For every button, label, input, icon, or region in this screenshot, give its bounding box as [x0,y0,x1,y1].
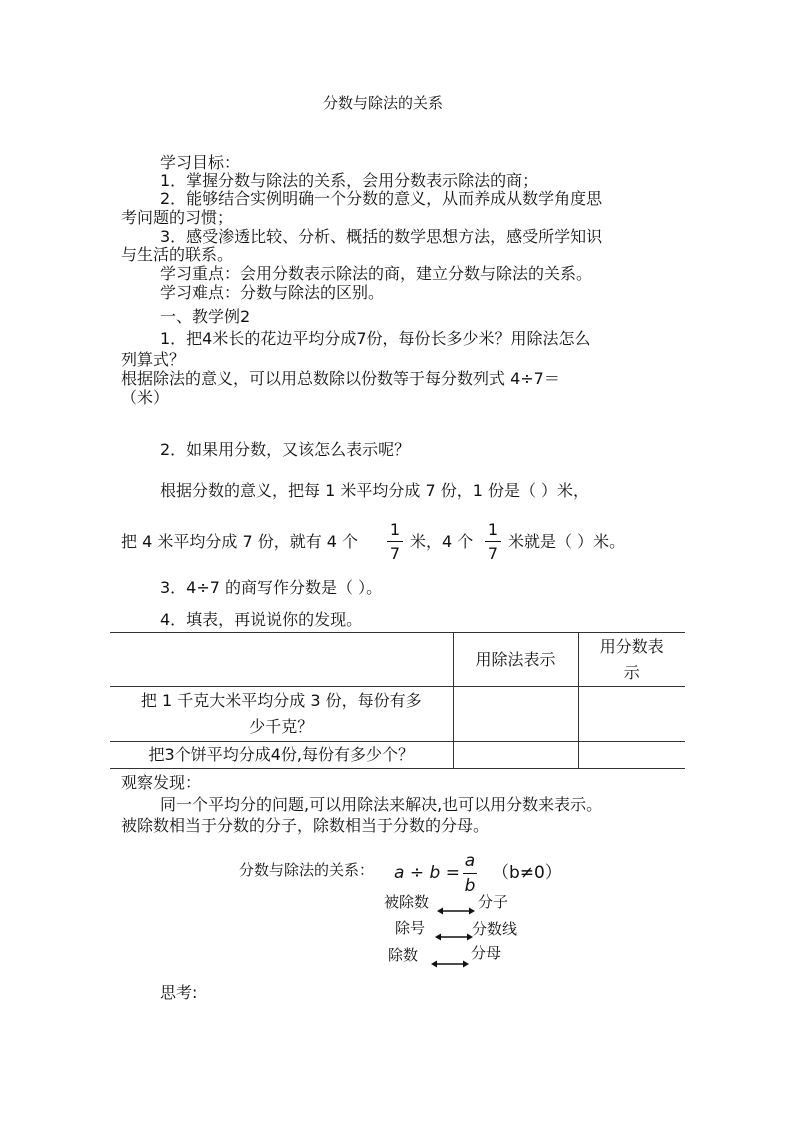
fraction-one-seventh [387,522,403,562]
relation-fraction-denominator: b [464,876,476,896]
observe-line-2: 被除数相当于分数的分子，除数相当于分数的分母。 [121,816,490,835]
table-header-fraction-line-1: 用分数表 [599,636,664,656]
table-row-1-question [110,687,453,742]
table-header-fraction-line-2: 示 [623,662,640,682]
table-row-1-division-cell[interactable] [453,687,578,742]
question-3: 3．4÷7 的商写作分数是（ ）。 [160,578,383,597]
table-row-1-line-2: 少千克？ [249,717,314,736]
question-4: 4．填表，再说说你的发现。 [160,610,363,629]
page-title: 分数与除法的关系 [323,94,444,112]
question-1-line-1: 1．把4米长的花边平均分成7份，每份长多少米？用除法怎么 [160,329,591,348]
formula-div-sign: ÷ [409,863,425,883]
formula-equals: = [445,863,460,883]
relation-fraction-numerator: a [464,851,476,871]
fraction-bar [485,541,501,542]
goal-item-1: 1．掌握分数与除法的关系，会用分数表示除法的商； [160,171,539,190]
question-2: 2．如果用分数，又该怎么表示呢？ [160,440,411,459]
label-denominator: 分母 [471,944,502,962]
question-1-line-2: 列算式？ [121,350,186,369]
goal-item-2-line-2: 考问题的习惯； [121,208,234,227]
label-division-sign: 除号 [395,919,426,937]
table-row-1-fraction-cell[interactable] [578,687,685,742]
label-dividend: 被除数 [384,893,430,911]
goals-heading: 学习目标： [160,153,241,172]
table-header-division: 用除法表示 [453,633,578,687]
formula-b: b [429,863,441,883]
arrow-divisor-denominator-icon [431,959,469,969]
question-2-text-2c: 米就是（ ）米。 [508,532,626,551]
answer-line-1: 根据除法的意义，可以用总数除以份数等于每分数列式 4÷7＝ [121,369,560,388]
fraction-denominator: 7 [487,544,499,563]
label-numerator: 分子 [478,893,509,911]
fill-in-table [110,632,685,769]
table-row-2-fraction-cell[interactable] [578,742,685,769]
table-row-2-question: 把3个饼平均分成4份,每份有多少个？ [110,742,453,769]
formula-a: a [394,863,405,883]
fraction-numerator: 1 [487,520,499,539]
relation-label: 分数与除法的关系： [239,861,375,879]
table-row-2-division-cell[interactable] [453,742,578,769]
fraction-bar [387,541,403,542]
question-2-text-2a: 把 4 米平均分成 7 份，就有 4 个 [121,532,359,551]
fraction-numerator: 1 [389,520,401,539]
goal-item-3-line-1: 3．感受渗透比较、分析、概括的数学思想方法，感受所学知识 [160,227,603,246]
table-header-fraction [578,633,685,687]
label-divisor: 除数 [388,946,419,964]
fraction-one-seventh-2 [485,522,501,562]
arrow-sign-line-icon [435,932,473,942]
example-heading: 一、教学例2 [160,307,251,326]
key-point: 学习重点：会用分数表示除法的商，建立分数与除法的关系。 [160,264,593,283]
relation-condition: （b≠0） [492,863,562,883]
observe-heading: 观察发现： [121,773,202,792]
answer-line-2: （米） [121,388,170,407]
table-header-empty [110,633,453,687]
question-2-text-2b: 米，4 个 [410,532,474,551]
observe-line-1: 同一个平均分的问题,可以用除法来解决,也可以用分数来表示。 [160,795,603,814]
label-fraction-line: 分数线 [472,920,518,938]
question-2-text-1: 根据分数的意义，把每 1 米平均分成 7 份，1 份是（ ）米， [160,481,590,500]
goal-item-2-line-1: 2．能够结合实例明确一个分数的意义，从而养成从数学角度思 [160,189,603,208]
relation-formula [394,865,460,882]
difficulty: 学习难点：分数与除法的区别。 [160,283,385,302]
arrow-dividend-numerator-icon [437,906,475,916]
relation-fraction-bar [463,873,477,874]
fraction-denominator: 7 [389,544,401,563]
goal-item-3-line-2: 与生活的联系。 [121,245,234,264]
relation-fraction [463,853,477,895]
think-label: 思考: [160,983,198,1002]
table-row-1-line-1: 把 1 千克大米平均分成 3 份，每份有多 [140,691,422,710]
